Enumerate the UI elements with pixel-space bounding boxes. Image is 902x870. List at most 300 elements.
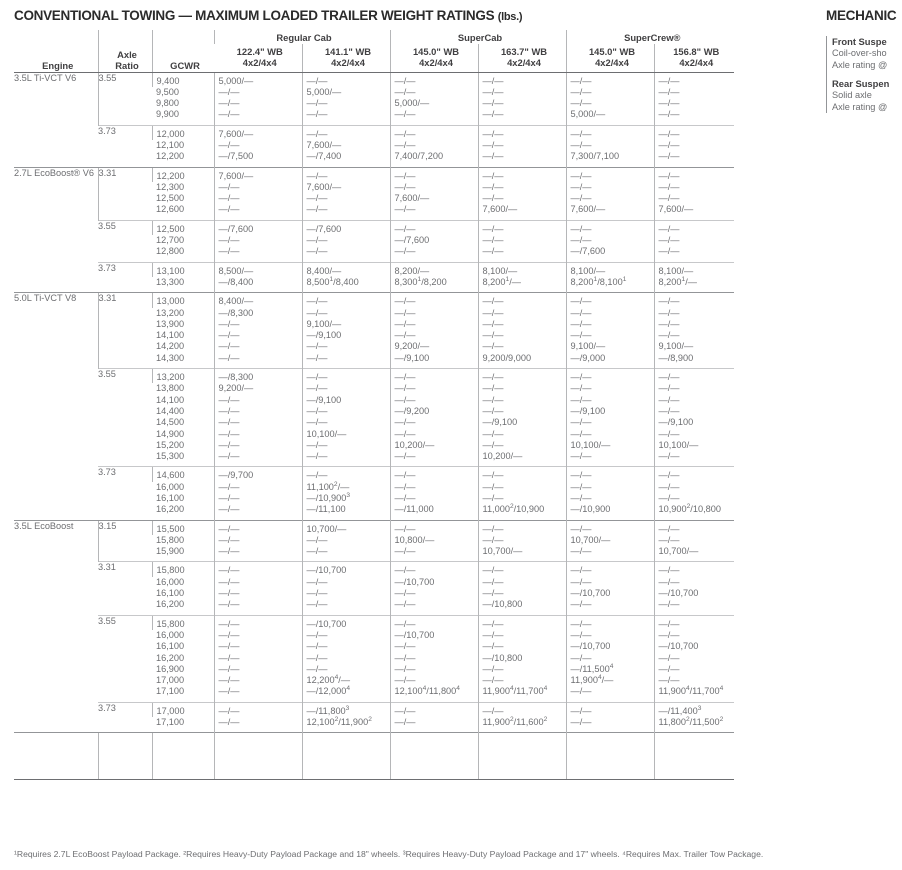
- header-col-2-wb-label: 141.1" WB: [324, 45, 372, 57]
- cell-rating-col3: —/—: [390, 599, 478, 615]
- cell-rating-col4: —/10,800: [478, 599, 566, 615]
- cell-axle-ratio: 3.55: [98, 615, 152, 702]
- cell-rating-col6: —/—: [654, 493, 734, 504]
- cell-rating-col1: —/—: [214, 504, 302, 520]
- cell-rating-col1: —/—: [214, 535, 302, 546]
- cell-rating-col4: —/—: [478, 406, 566, 417]
- cell-gcwr: 12,500: [152, 220, 214, 235]
- cell-rating-col2: —/—: [302, 653, 390, 664]
- cell-rating-col5: —/—: [566, 308, 654, 319]
- cell-rating-col3: —/—: [390, 182, 478, 193]
- cell-rating-col5: —/—: [566, 653, 654, 664]
- cell-rating-col6: —/—: [654, 293, 734, 308]
- cell-rating-col4: —/—: [478, 383, 566, 394]
- rear-suspension-heading: Rear Suspen: [832, 78, 890, 89]
- cell-rating-col6: 8,100/—: [654, 262, 734, 277]
- cell-rating-col3: —/—: [390, 615, 478, 630]
- cell-rating-col5: 8,100/—: [566, 262, 654, 277]
- cell-rating-col5: —/7,600: [566, 246, 654, 262]
- cell-rating-col1: —/—: [214, 193, 302, 204]
- cell-rating-col1: 8,500/—: [214, 262, 302, 277]
- cell-engine: 3.5L Ti-VCT V6: [14, 72, 98, 167]
- cell-rating-col5: —/9,000: [566, 353, 654, 369]
- rear-suspension-line-2: Axle rating @: [832, 101, 888, 112]
- header-gcwr-label: GCWR: [170, 60, 200, 71]
- cell-rating-col4: —/—: [478, 675, 566, 686]
- header-col-5-drive-label: 4x2/4x4: [595, 57, 629, 68]
- cell-rating-col1: —/—: [214, 87, 302, 98]
- cell-rating-col4: —/—: [478, 220, 566, 235]
- cell-gcwr: 17,100: [156, 686, 185, 697]
- mechanical-specs-box: [826, 36, 902, 113]
- cell-gcwr: 14,300: [156, 352, 185, 363]
- cell-rating-col4: —/—: [478, 308, 566, 319]
- table-row: [14, 467, 734, 482]
- table-body: [14, 72, 734, 780]
- cell-rating-col1: —/—: [214, 98, 302, 109]
- cell-rating-col6: —/—: [654, 98, 734, 109]
- cell-rating-col5: —/—: [566, 493, 654, 504]
- cell-rating-col1: —/—: [214, 341, 302, 352]
- cell-gcwr: 14,600: [152, 467, 214, 482]
- cell-rating-col2: —/10,700: [302, 562, 390, 577]
- cell-rating-col6: —/—: [654, 383, 734, 394]
- cell-rating-col2: —/—: [302, 383, 390, 394]
- cell-rating-col6: —/—: [654, 467, 734, 482]
- cell-rating-col5: 7,600/—: [566, 204, 654, 220]
- cell-rating-col1: —/—: [214, 319, 302, 330]
- cell-rating-col4: —/—: [478, 330, 566, 341]
- cell-rating-col1: —/—: [214, 615, 302, 630]
- cell-rating-col1: —/8,300: [214, 308, 302, 319]
- cell-rating-col4: —/—: [478, 577, 566, 588]
- cell-rating-col4: —/—: [478, 98, 566, 109]
- spacer-cell: [98, 733, 152, 780]
- cell-rating-col6: —/—: [654, 395, 734, 406]
- cell-gcwr: 16,100: [156, 588, 185, 599]
- cell-rating-col4: 8,200$^1$/—: [478, 277, 566, 293]
- cell-rating-col6: —/—: [654, 482, 734, 493]
- cell-rating-col2: —/—: [302, 341, 390, 352]
- cell-rating-col6: —/—: [654, 429, 734, 440]
- cell-rating-col1: —/—: [214, 482, 302, 493]
- cell-rating-col6: —/—: [654, 182, 734, 193]
- front-suspension-line-2: Axle rating @: [832, 59, 888, 70]
- front-suspension-line-1: Coil-over-sho: [832, 48, 887, 58]
- cell-rating-col4: —/—: [478, 369, 566, 384]
- cell-rating-col5: 7,300/7,100: [566, 151, 654, 167]
- cell-rating-col1: —/8,300: [214, 369, 302, 384]
- cell-rating-col6: —/—: [654, 675, 734, 686]
- cell-rating-col2: —/12,000$^4$: [302, 686, 390, 702]
- header-gcwr: [152, 30, 214, 72]
- cell-rating-col6: —/10,700: [654, 588, 734, 599]
- cell-rating-col6: —/—: [654, 319, 734, 330]
- cell-rating-col1: —/—: [214, 246, 302, 262]
- cell-rating-col4: —/—: [478, 440, 566, 451]
- cell-rating-col6: 9,100/—: [654, 341, 734, 352]
- cell-rating-col5: —/—: [566, 482, 654, 493]
- cell-engine: 2.7L EcoBoost® V6: [14, 167, 98, 293]
- cell-rating-col4: —/—: [478, 246, 566, 262]
- cell-rating-col2: 8,500$^1$/8,400: [302, 277, 390, 293]
- cell-axle-ratio: 3.73: [98, 125, 152, 167]
- header-col-2-drive-label: 4x2/4x4: [331, 57, 365, 68]
- cell-rating-col4: 11,900$^2$/11,600$^2$: [478, 717, 566, 733]
- cell-rating-col4: 8,100/—: [478, 262, 566, 277]
- cell-gcwr: 13,900: [156, 318, 185, 329]
- cell-rating-col1: —/—: [214, 429, 302, 440]
- cell-rating-col3: —/—: [390, 717, 478, 733]
- table-row: [14, 220, 734, 235]
- cell-rating-col2: —/—: [302, 577, 390, 588]
- cell-rating-col4: —/—: [478, 293, 566, 308]
- cell-rating-col3: —/9,200: [390, 406, 478, 417]
- cell-gcwr: 15,500: [152, 520, 214, 535]
- header-axle-line2: Ratio: [115, 60, 139, 71]
- cell-gcwr: 14,900: [156, 428, 185, 439]
- cell-rating-col5: 10,100/—: [566, 440, 654, 451]
- cell-rating-col5: —/—: [566, 577, 654, 588]
- cell-rating-col1: 7,600/—: [214, 167, 302, 182]
- cell-rating-col1: —/8,400: [214, 277, 302, 293]
- cell-rating-col5: —/—: [566, 383, 654, 394]
- header-col-6-wb: [654, 44, 734, 73]
- cell-rating-col2: —/—: [302, 293, 390, 308]
- cell-rating-col3: —/—: [390, 482, 478, 493]
- cell-rating-col5: —/—: [566, 87, 654, 98]
- cell-rating-col3: —/—: [390, 546, 478, 562]
- cell-gcwr: 13,000: [152, 293, 214, 308]
- cell-rating-col3: —/—: [390, 369, 478, 384]
- cell-rating-col4: —/—: [478, 182, 566, 193]
- towing-ratings-table: [14, 30, 734, 780]
- cell-rating-col2: —/—: [302, 308, 390, 319]
- cell-rating-col3: —/—: [390, 395, 478, 406]
- spacer-cell: [478, 733, 566, 780]
- cell-rating-col6: —/—: [654, 630, 734, 641]
- cell-rating-col6: —/—: [654, 599, 734, 615]
- cell-rating-col4: —/10,800: [478, 653, 566, 664]
- header-col-3-wb-label: 145.0" WB: [412, 45, 460, 57]
- cell-axle-ratio: 3.15: [98, 520, 152, 562]
- cell-rating-col4: —/9,100: [478, 417, 566, 428]
- cell-axle-ratio: 3.73: [98, 262, 152, 293]
- cell-rating-col5: —/10,700: [566, 588, 654, 599]
- cell-rating-col5: —/11,500$^4$: [566, 664, 654, 675]
- cell-gcwr: 12,200: [152, 167, 214, 182]
- cell-rating-col1: —/—: [214, 577, 302, 588]
- cell-rating-col1: —/—: [214, 140, 302, 151]
- cell-rating-col1: —/—: [214, 395, 302, 406]
- cell-rating-col3: —/—: [390, 417, 478, 428]
- mechanical-title: MECHANIC: [826, 8, 897, 23]
- cell-rating-col5: —/—: [566, 235, 654, 246]
- cell-gcwr: 14,500: [156, 417, 185, 428]
- cell-rating-col3: —/—: [390, 204, 478, 220]
- cell-rating-col3: —/—: [390, 383, 478, 394]
- cell-rating-col3: —/—: [390, 641, 478, 652]
- cell-rating-col6: 10,700/—: [654, 546, 734, 562]
- cell-gcwr: 17,000: [152, 702, 214, 717]
- spacer-cell: [152, 733, 214, 780]
- cell-rating-col3: —/—: [390, 588, 478, 599]
- cell-rating-col1: —/—: [214, 330, 302, 341]
- cell-rating-col4: —/—: [478, 641, 566, 652]
- cell-gcwr: 14,100: [156, 394, 185, 405]
- cell-rating-col1: 9,200/—: [214, 383, 302, 394]
- cell-gcwr: 15,200: [156, 439, 185, 450]
- cell-rating-col1: —/—: [214, 204, 302, 220]
- cell-gcwr: 13,300: [156, 276, 185, 287]
- cell-rating-col4: 11,900$^4$/11,700$^4$: [478, 686, 566, 702]
- cell-axle-ratio: 3.31: [98, 293, 152, 369]
- cell-rating-col3: —/—: [390, 520, 478, 535]
- cell-axle-ratio: 3.73: [98, 702, 152, 733]
- cell-rating-col3: —/—: [390, 467, 478, 482]
- cell-rating-col3: —/—: [390, 429, 478, 440]
- cell-rating-col6: —/—: [654, 193, 734, 204]
- cell-rating-col1: —/—: [214, 702, 302, 717]
- header-col-6-drive-label: 4x2/4x4: [679, 57, 714, 68]
- cell-rating-col5: 11,900$^4$/—: [566, 675, 654, 686]
- cell-rating-col2: —/7,600: [302, 220, 390, 235]
- cell-gcwr: 15,800: [156, 534, 185, 545]
- cell-gcwr: 9,400: [152, 72, 214, 87]
- cell-rating-col2: —/—: [302, 235, 390, 246]
- cell-rating-col5: —/—: [566, 293, 654, 308]
- cell-rating-col4: —/—: [478, 319, 566, 330]
- cell-rating-col4: —/—: [478, 520, 566, 535]
- cell-rating-col2: —/—: [302, 353, 390, 369]
- table-row: [14, 125, 734, 140]
- spacer-cell: [14, 733, 98, 780]
- spacer-cell: [566, 733, 654, 780]
- header-axle-line1: Axle: [117, 48, 137, 60]
- cell-axle-ratio: 3.31: [98, 167, 152, 220]
- header-col-3-wb: [390, 44, 478, 73]
- cell-rating-col2: —/11,800$^3$: [302, 702, 390, 717]
- table-group-header-row: [14, 30, 734, 44]
- cell-rating-col6: —/—: [654, 151, 734, 167]
- cell-rating-col3: —/—: [390, 125, 478, 140]
- cell-rating-col5: —/—: [566, 220, 654, 235]
- cell-gcwr: 13,800: [156, 383, 185, 394]
- rear-suspension-line-1: Solid axle: [832, 90, 872, 100]
- cell-rating-col6: —/—: [654, 451, 734, 467]
- cell-gcwr: 12,800: [156, 246, 185, 257]
- cell-rating-col5: —/—: [566, 467, 654, 482]
- cell-rating-col3: —/—: [390, 451, 478, 467]
- cell-rating-col6: —/—: [654, 369, 734, 384]
- cell-rating-col2: —/—: [302, 72, 390, 87]
- cell-rating-col1: —/—: [214, 406, 302, 417]
- cell-rating-col3: —/—: [390, 330, 478, 341]
- table-row: [14, 262, 734, 277]
- spacer-cell: [654, 733, 734, 780]
- cell-axle-ratio: 3.55: [98, 72, 152, 125]
- cell-gcwr: 17,000: [156, 675, 185, 686]
- cell-rating-col6: —/—: [654, 664, 734, 675]
- cell-rating-col5: 10,700/—: [566, 535, 654, 546]
- spacer-cell: [390, 733, 478, 780]
- cell-rating-col2: —/—: [302, 98, 390, 109]
- cell-rating-col2: —/9,100: [302, 395, 390, 406]
- header-group-supercab-label: SuperCab: [457, 32, 503, 43]
- cell-rating-col3: 10,800/—: [390, 535, 478, 546]
- rear-suspension-group: [832, 78, 902, 113]
- cell-rating-col6: 7,600/—: [654, 204, 734, 220]
- cell-gcwr: 9,800: [156, 98, 179, 109]
- header-col-4-wb-label: 163.7" WB: [500, 45, 548, 57]
- front-suspension-heading: Front Suspe: [832, 36, 887, 47]
- cell-rating-col5: —/—: [566, 429, 654, 440]
- cell-rating-col5: —/—: [566, 140, 654, 151]
- cell-rating-col6: —/—: [654, 562, 734, 577]
- cell-rating-col5: —/—: [566, 702, 654, 717]
- cell-rating-col4: 10,200/—: [478, 451, 566, 467]
- cell-gcwr: 13,200: [152, 369, 214, 384]
- cell-rating-col4: —/—: [478, 72, 566, 87]
- cell-rating-col6: 11,800$^2$/11,500$^2$: [654, 717, 734, 733]
- cell-rating-col5: —/—: [566, 319, 654, 330]
- cell-rating-col5: —/10,900: [566, 504, 654, 520]
- cell-rating-col2: —/11,100: [302, 504, 390, 520]
- cell-rating-col4: —/—: [478, 193, 566, 204]
- cell-rating-col2: —/—: [302, 630, 390, 641]
- table-row: [14, 167, 734, 182]
- cell-rating-col6: —/—: [654, 615, 734, 630]
- cell-rating-col3: —/—: [390, 140, 478, 151]
- cell-rating-col6: 8,200$^1$/—: [654, 277, 734, 293]
- cell-gcwr: 13,100: [152, 262, 214, 277]
- cell-rating-col3: —/10,700: [390, 630, 478, 641]
- cell-rating-col4: 7,600/—: [478, 204, 566, 220]
- page-title-text: CONVENTIONAL TOWING — MAXIMUM LOADED TRAILER WEIGHT RATINGS: [14, 8, 495, 23]
- cell-rating-col3: —/10,700: [390, 577, 478, 588]
- cell-rating-col3: 8,300$^1$/8,200: [390, 277, 478, 293]
- cell-rating-col3: 7,600/—: [390, 193, 478, 204]
- footnotes: ¹Requires 2.7L EcoBoost Payload Package. ²Requires Heavy-Duty Payload Package and 18" wheels. ³Requires Heavy-Duty Payload Package and 17" wheels. ⁴Requires Max. Trailer Tow Package.: [14, 849, 764, 859]
- header-axle-ratio: [98, 30, 152, 72]
- cell-gcwr: 16,000: [156, 481, 185, 492]
- cell-rating-col2: 7,600/—: [302, 140, 390, 151]
- header-col-5-wb: [566, 44, 654, 73]
- cell-rating-col3: —/—: [390, 87, 478, 98]
- cell-rating-col6: —/—: [654, 140, 734, 151]
- header-engine: [14, 30, 98, 72]
- cell-rating-col2: —/—: [302, 641, 390, 652]
- cell-rating-col3: —/—: [390, 319, 478, 330]
- cell-gcwr: 17,100: [156, 717, 185, 728]
- cell-rating-col1: —/—: [214, 235, 302, 246]
- header-group-supercrew-label: SuperCrew®: [624, 32, 681, 43]
- cell-rating-col6: —/—: [654, 653, 734, 664]
- cell-rating-col2: 12,200$^4$/—: [302, 675, 390, 686]
- header-col-1-wb-label: 122.4" WB: [236, 45, 283, 57]
- cell-rating-col2: 7,600/—: [302, 182, 390, 193]
- cell-rating-col3: —/—: [390, 493, 478, 504]
- cell-rating-col6: —/—: [654, 220, 734, 235]
- header-col-6-wb-label: 156.8" WB: [673, 45, 720, 57]
- cell-rating-col6: —/—: [654, 406, 734, 417]
- cell-rating-col6: —/10,700: [654, 641, 734, 652]
- cell-gcwr: 15,300: [156, 451, 185, 462]
- cell-rating-col4: —/—: [478, 140, 566, 151]
- cell-rating-col5: —/—: [566, 395, 654, 406]
- cell-gcwr: 12,100: [156, 139, 185, 150]
- cell-rating-col6: —/—: [654, 167, 734, 182]
- cell-rating-col1: —/—: [214, 182, 302, 193]
- table-spacer-row: [14, 733, 734, 780]
- cell-rating-col2: —/—: [302, 109, 390, 125]
- cell-rating-col3: —/—: [390, 664, 478, 675]
- cell-rating-col4: —/—: [478, 615, 566, 630]
- cell-rating-col1: —/7,600: [214, 220, 302, 235]
- cell-rating-col6: —/—: [654, 535, 734, 546]
- cell-rating-col2: —/—: [302, 417, 390, 428]
- table-row: [14, 562, 734, 577]
- cell-rating-col5: —/—: [566, 72, 654, 87]
- cell-rating-col3: —/7,600: [390, 235, 478, 246]
- cell-rating-col6: —/—: [654, 520, 734, 535]
- cell-rating-col4: —/—: [478, 562, 566, 577]
- cell-rating-col6: 11,900$^4$/11,700$^4$: [654, 686, 734, 702]
- cell-rating-col2: 12,100$^2$/11,900$^2$: [302, 717, 390, 733]
- cell-rating-col4: —/—: [478, 167, 566, 182]
- cell-gcwr: 15,800: [152, 615, 214, 630]
- cell-rating-col3: —/—: [390, 562, 478, 577]
- cell-gcwr: 12,600: [156, 204, 185, 215]
- cell-rating-col3: 12,100$^4$/11,800$^4$: [390, 686, 478, 702]
- cell-rating-col5: 9,100/—: [566, 341, 654, 352]
- cell-rating-col2: —/—: [302, 546, 390, 562]
- cell-rating-col1: —/—: [214, 451, 302, 467]
- cell-gcwr: 15,800: [152, 562, 214, 577]
- cell-rating-col5: —/—: [566, 599, 654, 615]
- cell-rating-col4: —/—: [478, 151, 566, 167]
- cell-rating-col4: —/—: [478, 588, 566, 599]
- cell-rating-col5: —/—: [566, 369, 654, 384]
- cell-gcwr: 14,200: [156, 341, 185, 352]
- cell-rating-col2: —/—: [302, 451, 390, 467]
- cell-rating-col3: —/—: [390, 109, 478, 125]
- cell-rating-col1: —/—: [214, 440, 302, 451]
- cell-gcwr: 9,500: [156, 86, 179, 97]
- table-row: [14, 702, 734, 717]
- header-col-3-drive-label: 4x2/4x4: [419, 57, 453, 68]
- header-group-regular-cab-label: Regular Cab: [276, 32, 332, 43]
- table-row: [14, 72, 734, 87]
- cell-rating-col2: 9,100/—: [302, 319, 390, 330]
- cell-rating-col6: —/—: [654, 308, 734, 319]
- cell-rating-col1: —/7,500: [214, 151, 302, 167]
- cell-rating-col2: —/9,100: [302, 330, 390, 341]
- cell-rating-col3: —/—: [390, 72, 478, 87]
- cell-rating-col4: —/—: [478, 482, 566, 493]
- cell-gcwr: 16,100: [156, 641, 185, 652]
- cell-rating-col2: —/—: [302, 193, 390, 204]
- cell-rating-col1: —/9,700: [214, 467, 302, 482]
- cell-rating-col2: 8,400/—: [302, 262, 390, 277]
- cell-rating-col6: —/—: [654, 330, 734, 341]
- cell-gcwr: 14,100: [156, 330, 185, 341]
- cell-rating-col6: —/8,900: [654, 353, 734, 369]
- cell-rating-col2: —/—: [302, 204, 390, 220]
- cell-gcwr: 13,200: [156, 307, 185, 318]
- table-row: [14, 520, 734, 535]
- cell-rating-col3: —/11,000: [390, 504, 478, 520]
